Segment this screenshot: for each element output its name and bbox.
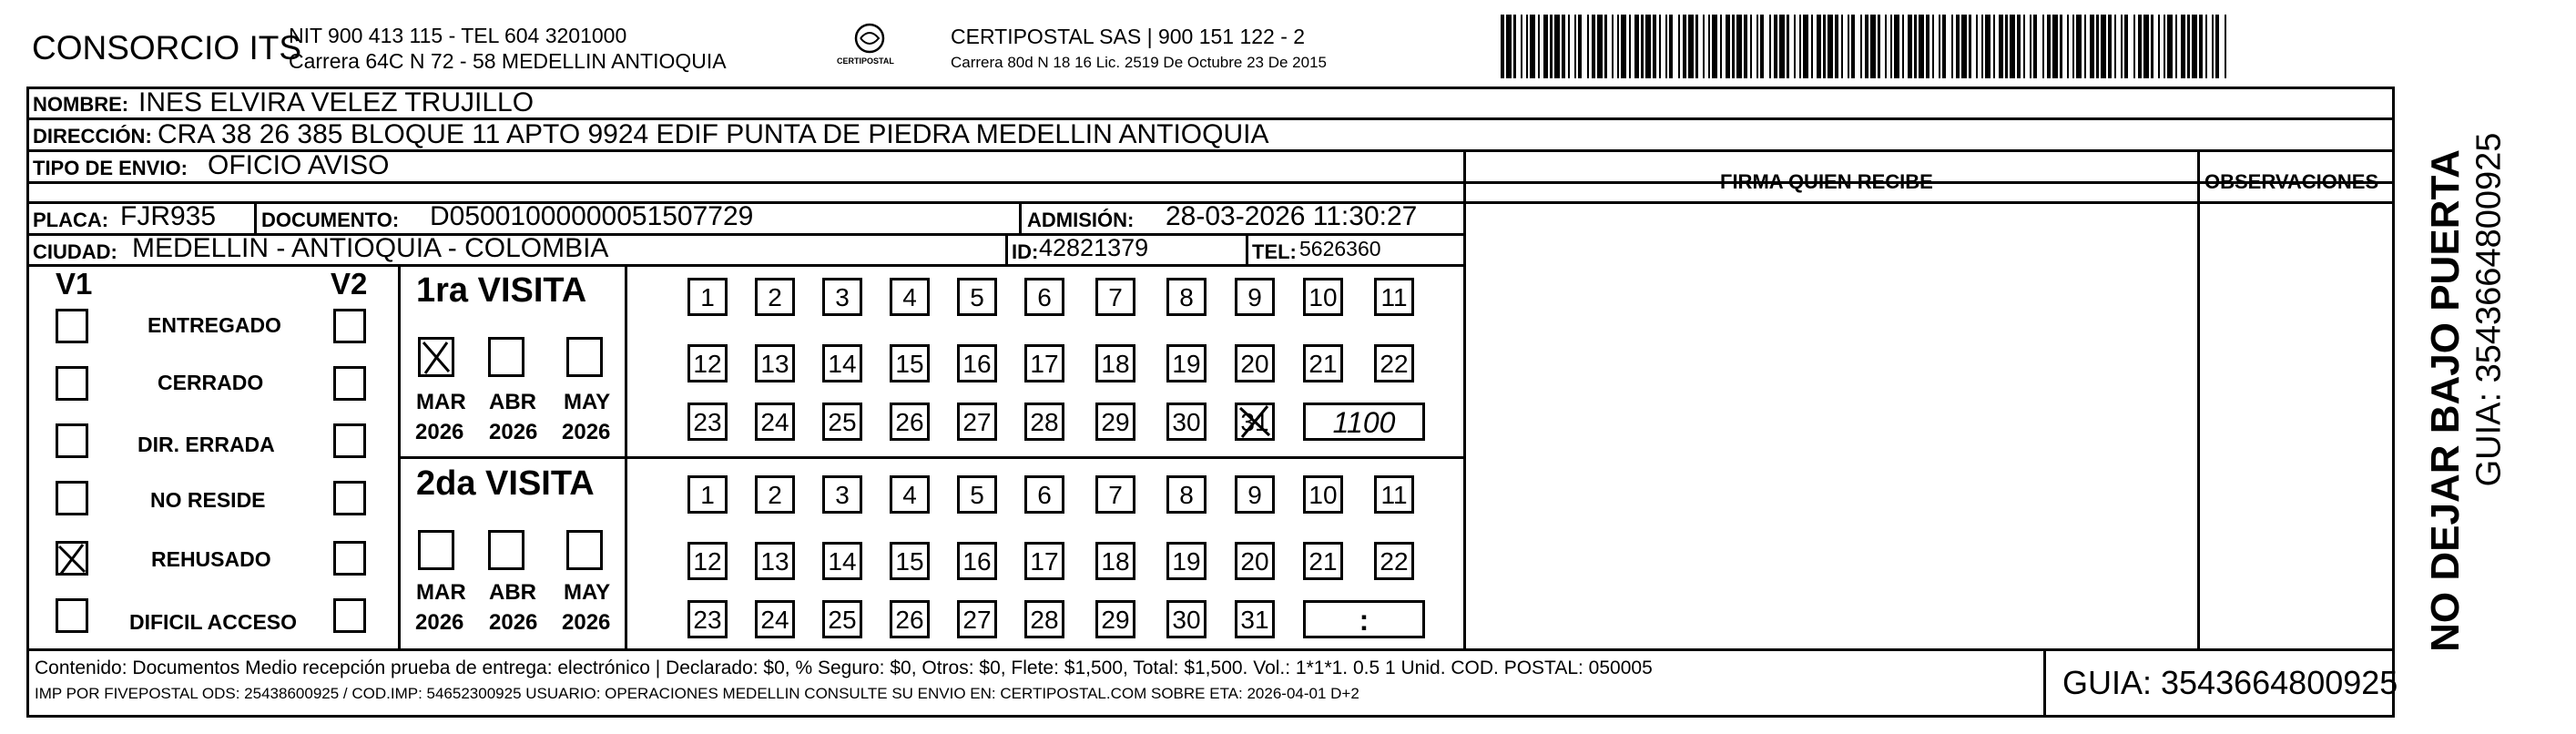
placa-value: FJR935 bbox=[120, 201, 217, 231]
firma-area bbox=[1468, 204, 2194, 647]
day-number: 21 bbox=[1308, 350, 1338, 378]
nombre-label: NOMBRE: bbox=[33, 93, 129, 116]
visit2-day-23[interactable] bbox=[687, 600, 728, 638]
check-mark-icon bbox=[56, 541, 88, 576]
visit1-day-26[interactable] bbox=[890, 403, 930, 441]
ciudad-value: MEDELLIN - ANTIOQUIA - COLOMBIA bbox=[132, 233, 609, 263]
v1-no-reside-checkbox[interactable] bbox=[56, 481, 88, 515]
visit2-day-31[interactable] bbox=[1235, 600, 1275, 638]
v2-no-reside-checkbox[interactable] bbox=[333, 481, 366, 515]
visit2-day-30[interactable] bbox=[1166, 600, 1207, 638]
day-number: 12 bbox=[693, 350, 722, 378]
visit2-day-2[interactable] bbox=[755, 475, 795, 514]
day-number: 26 bbox=[895, 606, 924, 634]
visit1-day-4[interactable] bbox=[890, 278, 930, 316]
status-no-reside: NO RESIDE bbox=[150, 488, 266, 512]
firma-label: FIRMA QUIEN RECIBE bbox=[1720, 170, 1933, 193]
visit1-day-12[interactable] bbox=[687, 344, 728, 382]
visit1-day-24[interactable] bbox=[755, 403, 795, 441]
day-number: 20 bbox=[1240, 350, 1269, 378]
day-number: 5 bbox=[970, 283, 984, 311]
day-number: 1 bbox=[700, 481, 715, 509]
day-number: 27 bbox=[962, 408, 992, 436]
visit1-day-6[interactable] bbox=[1024, 278, 1064, 316]
visit1-year-mar: 2026 bbox=[415, 420, 464, 444]
day-number: 11 bbox=[1380, 283, 1408, 311]
direccion-value: CRA 38 26 385 BLOQUE 11 APTO 9924 EDIF PUNTA DE PIEDRA MEDELLIN ANTIOQUIA bbox=[158, 119, 1269, 149]
day-number: 2 bbox=[768, 481, 782, 509]
visit2-day-4[interactable] bbox=[890, 475, 930, 514]
v1-rehusado-checkbox[interactable] bbox=[56, 541, 88, 576]
day-number: 19 bbox=[1172, 350, 1201, 378]
visit1-day-9[interactable] bbox=[1235, 278, 1275, 316]
visit1-day-30[interactable] bbox=[1166, 403, 1207, 441]
v2-label: V2 bbox=[331, 267, 368, 301]
day-number: 3 bbox=[835, 481, 850, 509]
status-dificil-acceso: DIFICIL ACCESO bbox=[129, 610, 298, 634]
company-nit: NIT 900 413 115 - TEL 604 3201000 bbox=[289, 24, 627, 47]
visit2-day-1[interactable] bbox=[687, 475, 728, 514]
day-number: 10 bbox=[1308, 283, 1338, 311]
day-number: 26 bbox=[895, 408, 924, 436]
visit2-day-19[interactable] bbox=[1166, 542, 1207, 580]
certipostal-logo bbox=[833, 22, 906, 75]
documento-value: D05001000000051507729 bbox=[430, 201, 754, 231]
day-number: 15 bbox=[895, 547, 924, 576]
visit2-day-27[interactable] bbox=[957, 600, 997, 638]
visit1-day-21[interactable] bbox=[1303, 344, 1343, 382]
visit1-year-abr: 2026 bbox=[489, 420, 538, 444]
day-number: 18 bbox=[1101, 547, 1130, 576]
day-number: 3 bbox=[835, 283, 850, 311]
day-number: 22 bbox=[1380, 350, 1409, 378]
v1-dir-errada-checkbox[interactable] bbox=[56, 423, 88, 458]
visit2-abr-checkbox[interactable] bbox=[488, 530, 524, 570]
visit1-day-2[interactable] bbox=[755, 278, 795, 316]
day-number: 17 bbox=[1030, 350, 1059, 378]
barcode bbox=[1501, 15, 2229, 78]
visit2-day-9[interactable] bbox=[1235, 475, 1275, 514]
visit1-day-31[interactable] bbox=[1235, 403, 1275, 441]
tipo-label: TIPO DE ENVIO: bbox=[33, 157, 188, 179]
visit1-may-checkbox[interactable] bbox=[566, 337, 603, 377]
header bbox=[0, 0, 2576, 87]
day-number: 21 bbox=[1308, 547, 1338, 576]
day-number: 13 bbox=[760, 547, 789, 576]
day-number: 9 bbox=[1247, 481, 1262, 509]
visit1-day-10[interactable] bbox=[1303, 278, 1343, 316]
day-number: 4 bbox=[902, 481, 917, 509]
visit1-day-28[interactable] bbox=[1024, 403, 1064, 441]
visit1-day-5[interactable] bbox=[957, 278, 997, 316]
observaciones-label: OBSERVACIONES bbox=[2204, 170, 2379, 193]
side-warning: NO DEJAR BAJO PUERTA bbox=[2423, 149, 2468, 652]
day-number: 18 bbox=[1101, 350, 1130, 378]
footer-content-line: Contenido: Documentos Medio recepción prueba de entrega: electrónico | Declarado: $0, % Seguro: $0, Otros: $0, Flete: $1,500, Total: $1,500. Vol.: 1*1*1. 0.5 1 Unid. COD. POSTAL: 050005 bbox=[35, 658, 1653, 678]
visit1-day-11[interactable] bbox=[1374, 278, 1414, 316]
day-number: 2 bbox=[768, 283, 782, 311]
admision-label: ADMISIÓN: bbox=[1027, 209, 1135, 231]
day-number: 29 bbox=[1101, 606, 1130, 634]
day-number: 24 bbox=[760, 606, 789, 634]
check-mark-icon bbox=[418, 337, 454, 377]
day-number: 13 bbox=[760, 350, 789, 378]
visit1-day-29[interactable] bbox=[1095, 403, 1135, 441]
visit1-month-abr: ABR bbox=[489, 390, 536, 414]
tel-value: 5626360 bbox=[1299, 237, 1381, 260]
day-number: 16 bbox=[962, 547, 992, 576]
day-number: 6 bbox=[1037, 283, 1052, 311]
day-number: 10 bbox=[1308, 481, 1338, 509]
day-number: 14 bbox=[828, 350, 857, 378]
visit1-day-13[interactable] bbox=[755, 344, 795, 382]
visit2-day-17[interactable] bbox=[1024, 542, 1064, 580]
day-number: 12 bbox=[693, 547, 722, 576]
v2-dir-errada-checkbox[interactable] bbox=[333, 423, 366, 458]
visit1-day-14[interactable] bbox=[822, 344, 862, 382]
day-number: 28 bbox=[1030, 606, 1059, 634]
day-number: 11 bbox=[1380, 481, 1408, 509]
visit1-day-27[interactable] bbox=[957, 403, 997, 441]
visit2-mar-checkbox[interactable] bbox=[418, 530, 454, 570]
day-number: 27 bbox=[962, 606, 992, 634]
status-dir-errada: DIR. ERRADA bbox=[137, 433, 275, 456]
visit2-day-5[interactable] bbox=[957, 475, 997, 514]
admision-value: 28-03-2026 11:30:27 bbox=[1166, 201, 1418, 231]
visit1-day-25[interactable] bbox=[822, 403, 862, 441]
v2-dificil-acceso-checkbox[interactable] bbox=[333, 598, 366, 633]
day-number: 30 bbox=[1172, 606, 1201, 634]
day-number: 29 bbox=[1101, 408, 1130, 436]
day-number: 6 bbox=[1037, 481, 1052, 509]
visit2-year-may: 2026 bbox=[562, 610, 611, 635]
day-number: 7 bbox=[1108, 283, 1123, 311]
v1-cerrado-checkbox[interactable] bbox=[56, 366, 88, 401]
visit2-day-7[interactable] bbox=[1095, 475, 1135, 514]
day-number: 9 bbox=[1247, 283, 1262, 311]
day-number: 30 bbox=[1172, 408, 1201, 436]
v2-cerrado-checkbox[interactable] bbox=[333, 366, 366, 401]
day-number: 19 bbox=[1172, 547, 1201, 576]
visit1-abr-checkbox[interactable] bbox=[488, 337, 524, 377]
visit2-day-14[interactable] bbox=[822, 542, 862, 580]
footer-print-line: IMP POR FIVEPOSTAL ODS: 25438600925 / COD.IMP: 54652300925 USUARIO: OPERACIONES MEDELLIN CONSULTE SU ENVIO EN: CERTIPOSTAL.COM SOBRE ETA: 2026-04-01 D+2 bbox=[35, 685, 1359, 702]
visit1-day-1[interactable] bbox=[687, 278, 728, 316]
day-number: 31 bbox=[1240, 408, 1269, 436]
day-number: 31 bbox=[1240, 606, 1269, 634]
visit1-day-20[interactable] bbox=[1235, 344, 1275, 382]
v1-entregado-checkbox[interactable] bbox=[56, 309, 88, 343]
status-rehusado: REHUSADO bbox=[151, 547, 271, 571]
day-number: 28 bbox=[1030, 408, 1059, 436]
visit1-day-7[interactable] bbox=[1095, 278, 1135, 316]
visit2-day-11[interactable] bbox=[1374, 475, 1414, 514]
visit1-month-mar: MAR bbox=[416, 390, 466, 414]
visit2-may-checkbox[interactable] bbox=[566, 530, 603, 570]
placa-label: PLACA: bbox=[33, 209, 109, 231]
v1-label: V1 bbox=[56, 267, 93, 301]
visit1-time-box[interactable]: 1100 bbox=[1303, 403, 1425, 441]
visit1-day-15[interactable] bbox=[890, 344, 930, 382]
visit2-day-3[interactable] bbox=[822, 475, 862, 514]
tel-label: TEL: bbox=[1252, 240, 1297, 263]
visit2-day-24[interactable] bbox=[755, 600, 795, 638]
day-number: 14 bbox=[828, 547, 857, 576]
day-number: 4 bbox=[902, 283, 917, 311]
visit2-day-16[interactable] bbox=[957, 542, 997, 580]
visit2-day-29[interactable] bbox=[1095, 600, 1135, 638]
visit2-month-abr: ABR bbox=[489, 580, 536, 605]
visit1-month-may: MAY bbox=[564, 390, 611, 414]
visit2-day-6[interactable] bbox=[1024, 475, 1064, 514]
visit2-title: 2da VISITA bbox=[416, 464, 595, 503]
nombre-value: INES ELVIRA VELEZ TRUJILLO bbox=[138, 87, 535, 117]
visit2-day-21[interactable] bbox=[1303, 542, 1343, 580]
v2-rehusado-checkbox[interactable] bbox=[333, 541, 366, 576]
day-number: 24 bbox=[760, 408, 789, 436]
visit1-day-23[interactable] bbox=[687, 403, 728, 441]
company-name: CONSORCIO ITS bbox=[32, 29, 302, 66]
visit1-day-18[interactable] bbox=[1095, 344, 1135, 382]
v1-dificil-acceso-checkbox[interactable] bbox=[56, 598, 88, 633]
status-entregado: ENTREGADO bbox=[148, 313, 281, 337]
day-number: 25 bbox=[828, 408, 857, 436]
visit1-day-8[interactable] bbox=[1166, 278, 1207, 316]
visit2-day-26[interactable] bbox=[890, 600, 930, 638]
id-value: 42821379 bbox=[1039, 234, 1149, 261]
day-number: 23 bbox=[693, 606, 722, 634]
visit1-day-3[interactable] bbox=[822, 278, 862, 316]
id-label: ID: bbox=[1012, 240, 1039, 263]
day-number: 25 bbox=[828, 606, 857, 634]
day-number: 8 bbox=[1179, 481, 1194, 509]
status-cerrado: CERRADO bbox=[158, 371, 264, 394]
day-number: 20 bbox=[1240, 547, 1269, 576]
company-address: Carrera 64C N 72 - 58 MEDELLIN ANTIOQUIA bbox=[289, 49, 727, 73]
visit2-day-22[interactable] bbox=[1374, 542, 1414, 580]
documento-label: DOCUMENTO: bbox=[261, 209, 400, 231]
visit2-day-12[interactable] bbox=[687, 542, 728, 580]
visit2-day-13[interactable] bbox=[755, 542, 795, 580]
v2-entregado-checkbox[interactable] bbox=[333, 309, 366, 343]
visit1-day-16[interactable] bbox=[957, 344, 997, 382]
visit1-day-19[interactable] bbox=[1166, 344, 1207, 382]
day-number: 8 bbox=[1179, 283, 1194, 311]
visit1-year-may: 2026 bbox=[562, 420, 611, 444]
visit2-day-20[interactable] bbox=[1235, 542, 1275, 580]
day-number: 16 bbox=[962, 350, 992, 378]
day-number: 15 bbox=[895, 350, 924, 378]
visit2-month-may: MAY bbox=[564, 580, 611, 605]
visit1-day-22[interactable] bbox=[1374, 344, 1414, 382]
day-number: 23 bbox=[693, 408, 722, 436]
day-number: 7 bbox=[1108, 481, 1123, 509]
observaciones-area bbox=[2202, 204, 2393, 647]
side-guia: GUIA: 3543664800925 bbox=[2469, 132, 2509, 487]
visit2-day-10[interactable] bbox=[1303, 475, 1343, 514]
day-number: 22 bbox=[1380, 547, 1409, 576]
day-number: 17 bbox=[1030, 547, 1059, 576]
visit2-day-8[interactable] bbox=[1166, 475, 1207, 514]
visit2-time-box[interactable]: : bbox=[1303, 600, 1425, 638]
tipo-value: OFICIO AVISO bbox=[208, 150, 390, 180]
logo-text: CERTIPOSTAL bbox=[837, 56, 894, 66]
visit1-mar-checkbox[interactable] bbox=[418, 337, 454, 377]
visit2-day-28[interactable] bbox=[1024, 600, 1064, 638]
footer-guia: GUIA: 3543664800925 bbox=[2062, 664, 2398, 701]
visit2-year-mar: 2026 bbox=[415, 610, 464, 635]
visit2-day-15[interactable] bbox=[890, 542, 930, 580]
day-mark-icon bbox=[1235, 403, 1275, 441]
carrier-name: CERTIPOSTAL SAS | 900 151 122 - 2 bbox=[951, 25, 1306, 48]
visit2-day-25[interactable] bbox=[822, 600, 862, 638]
day-number: 1 bbox=[700, 283, 715, 311]
visit2-year-abr: 2026 bbox=[489, 610, 538, 635]
visit2-month-mar: MAR bbox=[416, 580, 466, 605]
day-number: 5 bbox=[970, 481, 984, 509]
direccion-label: DIRECCIÓN: bbox=[33, 125, 152, 148]
ciudad-label: CIUDAD: bbox=[33, 240, 117, 263]
visit1-title: 1ra VISITA bbox=[416, 271, 587, 310]
visit2-day-18[interactable] bbox=[1095, 542, 1135, 580]
carrier-address: Carrera 80d N 18 16 Lic. 2519 De Octubre 23 De 2015 bbox=[951, 54, 1327, 71]
visit1-day-17[interactable] bbox=[1024, 344, 1064, 382]
